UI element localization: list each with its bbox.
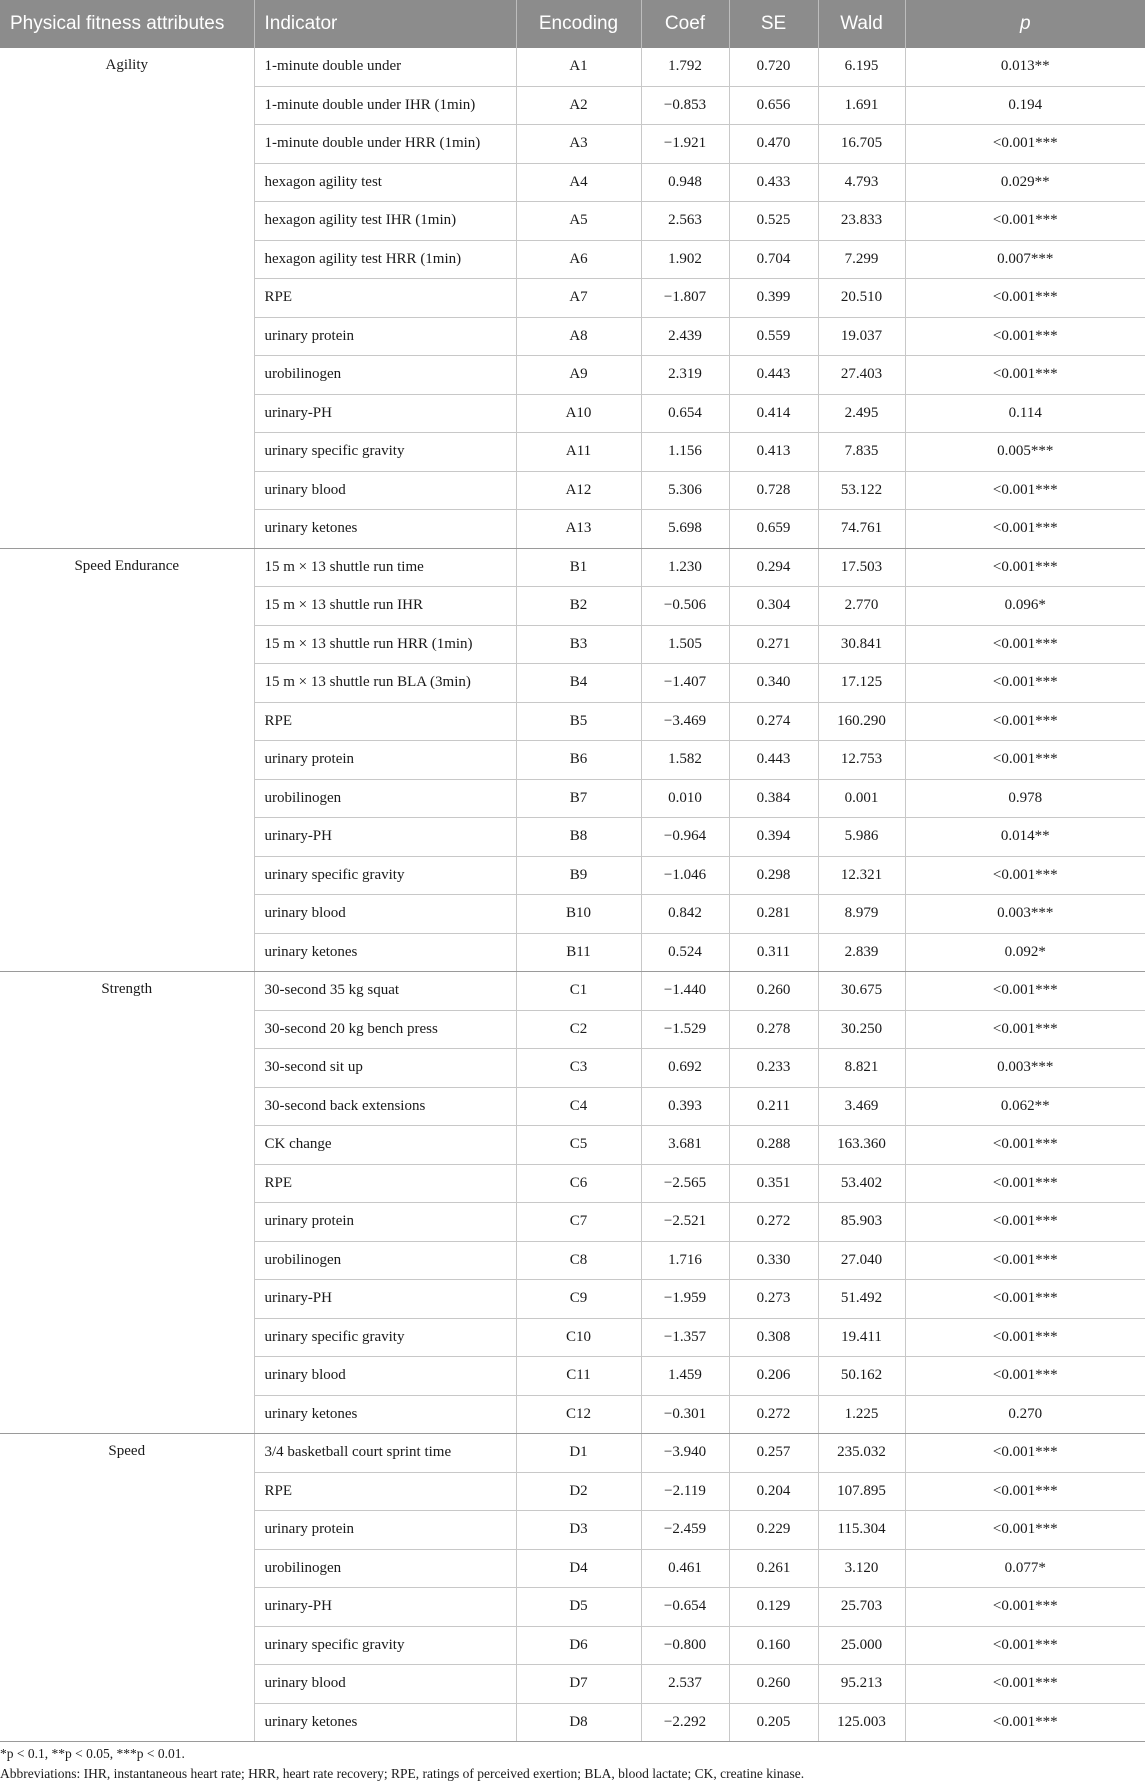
coef-cell: 2.537 <box>641 1665 729 1704</box>
p-value-cell: 0.114 <box>905 394 1145 433</box>
indicator-cell: urinary blood <box>254 1357 516 1396</box>
encoding-cell: A10 <box>516 394 641 433</box>
se-cell: 0.206 <box>729 1357 818 1396</box>
attribute-group-cell: Agility <box>0 48 254 548</box>
encoding-cell: D5 <box>516 1588 641 1627</box>
wald-cell: 27.040 <box>818 1241 905 1280</box>
wald-cell: 53.402 <box>818 1164 905 1203</box>
se-cell: 0.288 <box>729 1126 818 1165</box>
se-cell: 0.433 <box>729 163 818 202</box>
wald-cell: 12.321 <box>818 856 905 895</box>
se-cell: 0.340 <box>729 664 818 703</box>
encoding-cell: A1 <box>516 48 641 86</box>
wald-cell: 19.037 <box>818 317 905 356</box>
encoding-cell: D3 <box>516 1511 641 1550</box>
wald-cell: 19.411 <box>818 1318 905 1357</box>
se-cell: 0.229 <box>729 1511 818 1550</box>
encoding-cell: B5 <box>516 702 641 741</box>
wald-cell: 30.250 <box>818 1010 905 1049</box>
wald-cell: 74.761 <box>818 510 905 549</box>
coef-cell: −1.959 <box>641 1280 729 1319</box>
encoding-cell: B10 <box>516 895 641 934</box>
encoding-cell: C7 <box>516 1203 641 1242</box>
coef-cell: 5.306 <box>641 471 729 510</box>
table-footnotes <box>0 1744 804 1784</box>
coef-cell: −1.807 <box>641 279 729 318</box>
wald-cell: 17.503 <box>818 548 905 587</box>
col-header-attribute: Physical fitness attributes <box>0 0 254 48</box>
indicator-cell: hexagon agility test HRR (1min) <box>254 240 516 279</box>
encoding-cell: A5 <box>516 202 641 241</box>
wald-cell: 8.979 <box>818 895 905 934</box>
encoding-cell: C12 <box>516 1395 641 1434</box>
col-header-wald: Wald <box>818 0 905 48</box>
encoding-cell: C2 <box>516 1010 641 1049</box>
header-row <box>0 0 1145 48</box>
wald-cell: 16.705 <box>818 125 905 164</box>
col-header-coef: Coef <box>641 0 729 48</box>
coef-cell: −2.521 <box>641 1203 729 1242</box>
indicator-cell: RPE <box>254 279 516 318</box>
col-header-se: SE <box>729 0 818 48</box>
encoding-cell: B6 <box>516 741 641 780</box>
encoding-cell: C10 <box>516 1318 641 1357</box>
coef-cell: −0.964 <box>641 818 729 857</box>
indicator-cell: urobilinogen <box>254 779 516 818</box>
p-value-cell: 0.007*** <box>905 240 1145 279</box>
coef-cell: −0.800 <box>641 1626 729 1665</box>
coef-cell: −3.940 <box>641 1434 729 1473</box>
se-cell: 0.272 <box>729 1203 818 1242</box>
p-value-cell: <0.001*** <box>905 1665 1145 1704</box>
indicator-cell: urinary blood <box>254 1665 516 1704</box>
indicator-cell: hexagon agility test IHR (1min) <box>254 202 516 241</box>
se-cell: 0.211 <box>729 1087 818 1126</box>
p-value-cell: 0.014** <box>905 818 1145 857</box>
encoding-cell: C9 <box>516 1280 641 1319</box>
coef-cell: −2.292 <box>641 1703 729 1742</box>
encoding-cell: B2 <box>516 587 641 626</box>
encoding-cell: D8 <box>516 1703 641 1742</box>
se-cell: 0.559 <box>729 317 818 356</box>
wald-cell: 115.304 <box>818 1511 905 1550</box>
se-cell: 0.273 <box>729 1280 818 1319</box>
encoding-cell: A3 <box>516 125 641 164</box>
encoding-cell: B7 <box>516 779 641 818</box>
coef-cell: −2.119 <box>641 1472 729 1511</box>
attribute-group-cell: Speed <box>0 1434 254 1742</box>
p-value-cell: 0.029** <box>905 163 1145 202</box>
p-value-cell: <0.001*** <box>905 510 1145 549</box>
se-cell: 0.311 <box>729 933 818 972</box>
p-value-cell: <0.001*** <box>905 1241 1145 1280</box>
coef-cell: 0.842 <box>641 895 729 934</box>
wald-cell: 1.691 <box>818 86 905 125</box>
wald-cell: 30.841 <box>818 625 905 664</box>
p-value-cell: 0.003*** <box>905 895 1145 934</box>
coef-cell: −0.301 <box>641 1395 729 1434</box>
se-cell: 0.656 <box>729 86 818 125</box>
significance-footnote: *p < 0.1, **p < 0.05, ***p < 0.01. <box>0 1746 185 1761</box>
indicator-cell: urinary-PH <box>254 1280 516 1319</box>
wald-cell: 17.125 <box>818 664 905 703</box>
se-cell: 0.399 <box>729 279 818 318</box>
coef-cell: −1.357 <box>641 1318 729 1357</box>
se-cell: 0.414 <box>729 394 818 433</box>
encoding-cell: D6 <box>516 1626 641 1665</box>
se-cell: 0.304 <box>729 587 818 626</box>
coef-cell: −2.459 <box>641 1511 729 1550</box>
p-value-cell: <0.001*** <box>905 625 1145 664</box>
wald-cell: 4.793 <box>818 163 905 202</box>
indicator-cell: urinary-PH <box>254 818 516 857</box>
se-cell: 0.525 <box>729 202 818 241</box>
p-value-cell: 0.013** <box>905 48 1145 86</box>
indicator-cell: 30-second 35 kg squat <box>254 972 516 1011</box>
p-value-cell: 0.077* <box>905 1549 1145 1588</box>
encoding-cell: A2 <box>516 86 641 125</box>
p-value-cell: 0.194 <box>905 86 1145 125</box>
p-value-cell: <0.001*** <box>905 856 1145 895</box>
p-value-cell: <0.001*** <box>905 1126 1145 1165</box>
encoding-cell: D1 <box>516 1434 641 1473</box>
p-value-cell: 0.978 <box>905 779 1145 818</box>
coef-cell: 2.319 <box>641 356 729 395</box>
encoding-cell: A12 <box>516 471 641 510</box>
wald-cell: 8.821 <box>818 1049 905 1088</box>
indicator-cell: 1-minute double under <box>254 48 516 86</box>
se-cell: 0.271 <box>729 625 818 664</box>
p-value-cell: 0.096* <box>905 587 1145 626</box>
indicator-cell: CK change <box>254 1126 516 1165</box>
coef-cell: −0.853 <box>641 86 729 125</box>
se-cell: 0.274 <box>729 702 818 741</box>
p-value-cell: <0.001*** <box>905 1010 1145 1049</box>
indicator-cell: RPE <box>254 1164 516 1203</box>
p-value-cell: <0.001*** <box>905 1203 1145 1242</box>
wald-cell: 27.403 <box>818 356 905 395</box>
p-value-cell: 0.003*** <box>905 1049 1145 1088</box>
col-header-p: p <box>905 0 1145 48</box>
wald-cell: 23.833 <box>818 202 905 241</box>
abbreviations-footnote: Abbreviations: IHR, instantaneous heart rate; HRR, heart rate recovery; RPE, ratings of perceived exertion; BLA, blood lactate; CK, creatine kinase. <box>0 1766 805 1781</box>
encoding-cell: C1 <box>516 972 641 1011</box>
encoding-cell: C3 <box>516 1049 641 1088</box>
coef-cell: 1.230 <box>641 548 729 587</box>
coef-cell: 3.681 <box>641 1126 729 1165</box>
p-value-cell: <0.001*** <box>905 548 1145 587</box>
se-cell: 0.413 <box>729 433 818 472</box>
indicator-cell: urinary protein <box>254 317 516 356</box>
coef-cell: 0.948 <box>641 163 729 202</box>
indicator-cell: urinary specific gravity <box>254 1318 516 1357</box>
indicator-cell: urobilinogen <box>254 1241 516 1280</box>
encoding-cell: C5 <box>516 1126 641 1165</box>
table-row <box>0 48 1145 86</box>
wald-cell: 107.895 <box>818 1472 905 1511</box>
coef-cell: −3.469 <box>641 702 729 741</box>
encoding-cell: B8 <box>516 818 641 857</box>
p-value-cell: <0.001*** <box>905 1626 1145 1665</box>
table-row <box>0 1434 1145 1473</box>
coef-cell: 2.563 <box>641 202 729 241</box>
se-cell: 0.443 <box>729 356 818 395</box>
wald-cell: 3.120 <box>818 1549 905 1588</box>
encoding-cell: A4 <box>516 163 641 202</box>
p-value-cell: 0.062** <box>905 1087 1145 1126</box>
se-cell: 0.205 <box>729 1703 818 1742</box>
indicator-cell: urinary blood <box>254 471 516 510</box>
wald-cell: 30.675 <box>818 972 905 1011</box>
indicator-cell: 15 m × 13 shuttle run BLA (3min) <box>254 664 516 703</box>
p-value-cell: <0.001*** <box>905 1472 1145 1511</box>
se-cell: 0.728 <box>729 471 818 510</box>
coef-cell: −1.440 <box>641 972 729 1011</box>
indicator-cell: urinary protein <box>254 741 516 780</box>
indicator-cell: urinary-PH <box>254 394 516 433</box>
indicator-cell: urinary-PH <box>254 1588 516 1627</box>
attribute-group-cell: Speed Endurance <box>0 548 254 972</box>
encoding-cell: A6 <box>516 240 641 279</box>
p-value-cell: <0.001*** <box>905 702 1145 741</box>
coef-cell: 0.692 <box>641 1049 729 1088</box>
encoding-cell: A7 <box>516 279 641 318</box>
encoding-cell: A13 <box>516 510 641 549</box>
table-row <box>0 548 1145 587</box>
wald-cell: 53.122 <box>818 471 905 510</box>
indicator-cell: urinary ketones <box>254 1395 516 1434</box>
encoding-cell: C4 <box>516 1087 641 1126</box>
indicator-cell: urobilinogen <box>254 356 516 395</box>
wald-cell: 2.839 <box>818 933 905 972</box>
p-value-cell: <0.001*** <box>905 741 1145 780</box>
indicator-cell: 30-second back extensions <box>254 1087 516 1126</box>
wald-cell: 20.510 <box>818 279 905 318</box>
wald-cell: 6.195 <box>818 48 905 86</box>
coef-cell: 0.524 <box>641 933 729 972</box>
wald-cell: 25.000 <box>818 1626 905 1665</box>
indicator-cell: urinary blood <box>254 895 516 934</box>
wald-cell: 85.903 <box>818 1203 905 1242</box>
coef-cell: 1.902 <box>641 240 729 279</box>
encoding-cell: D7 <box>516 1665 641 1704</box>
indicator-cell: 1-minute double under IHR (1min) <box>254 86 516 125</box>
indicator-cell: urinary ketones <box>254 1703 516 1742</box>
se-cell: 0.260 <box>729 1665 818 1704</box>
indicator-cell: RPE <box>254 702 516 741</box>
se-cell: 0.294 <box>729 548 818 587</box>
se-cell: 0.160 <box>729 1626 818 1665</box>
wald-cell: 1.225 <box>818 1395 905 1434</box>
wald-cell: 51.492 <box>818 1280 905 1319</box>
se-cell: 0.260 <box>729 972 818 1011</box>
se-cell: 0.720 <box>729 48 818 86</box>
coef-cell: −0.654 <box>641 1588 729 1627</box>
indicator-cell: urinary specific gravity <box>254 1626 516 1665</box>
se-cell: 0.129 <box>729 1588 818 1627</box>
se-cell: 0.384 <box>729 779 818 818</box>
indicator-cell: RPE <box>254 1472 516 1511</box>
encoding-cell: C11 <box>516 1357 641 1396</box>
se-cell: 0.233 <box>729 1049 818 1088</box>
coef-cell: 2.439 <box>641 317 729 356</box>
se-cell: 0.470 <box>729 125 818 164</box>
indicator-cell: 3/4 basketball court sprint time <box>254 1434 516 1473</box>
indicator-cell: urinary ketones <box>254 933 516 972</box>
p-value-cell: <0.001*** <box>905 972 1145 1011</box>
indicator-cell: urinary specific gravity <box>254 856 516 895</box>
encoding-cell: B3 <box>516 625 641 664</box>
se-cell: 0.330 <box>729 1241 818 1280</box>
wald-cell: 0.001 <box>818 779 905 818</box>
se-cell: 0.204 <box>729 1472 818 1511</box>
coef-cell: 0.654 <box>641 394 729 433</box>
indicator-cell: hexagon agility test <box>254 163 516 202</box>
coef-cell: 1.505 <box>641 625 729 664</box>
p-value-cell: <0.001*** <box>905 664 1145 703</box>
p-value-cell: 0.270 <box>905 1395 1145 1434</box>
coef-cell: −2.565 <box>641 1164 729 1203</box>
indicator-cell: urinary protein <box>254 1511 516 1550</box>
encoding-cell: A9 <box>516 356 641 395</box>
coef-cell: 0.461 <box>641 1549 729 1588</box>
p-value-cell: <0.001*** <box>905 1318 1145 1357</box>
se-cell: 0.261 <box>729 1549 818 1588</box>
indicator-cell: 30-second 20 kg bench press <box>254 1010 516 1049</box>
se-cell: 0.257 <box>729 1434 818 1473</box>
indicator-cell: 15 m × 13 shuttle run IHR <box>254 587 516 626</box>
wald-cell: 50.162 <box>818 1357 905 1396</box>
wald-cell: 95.213 <box>818 1665 905 1704</box>
indicator-cell: 15 m × 13 shuttle run HRR (1min) <box>254 625 516 664</box>
p-value-cell: <0.001*** <box>905 1703 1145 1742</box>
coef-cell: −1.921 <box>641 125 729 164</box>
coef-cell: −1.046 <box>641 856 729 895</box>
coef-cell: −0.506 <box>641 587 729 626</box>
p-value-cell: <0.001*** <box>905 1434 1145 1473</box>
coef-cell: 1.459 <box>641 1357 729 1396</box>
se-cell: 0.272 <box>729 1395 818 1434</box>
indicator-cell: urinary protein <box>254 1203 516 1242</box>
se-cell: 0.394 <box>729 818 818 857</box>
encoding-cell: D4 <box>516 1549 641 1588</box>
p-value-cell: 0.005*** <box>905 433 1145 472</box>
wald-cell: 12.753 <box>818 741 905 780</box>
wald-cell: 3.469 <box>818 1087 905 1126</box>
coef-cell: −1.407 <box>641 664 729 703</box>
se-cell: 0.443 <box>729 741 818 780</box>
indicator-cell: 30-second sit up <box>254 1049 516 1088</box>
wald-cell: 2.495 <box>818 394 905 433</box>
wald-cell: 7.835 <box>818 433 905 472</box>
p-value-cell: <0.001*** <box>905 125 1145 164</box>
coef-cell: −1.529 <box>641 1010 729 1049</box>
wald-cell: 7.299 <box>818 240 905 279</box>
coef-cell: 1.156 <box>641 433 729 472</box>
p-value-cell: <0.001*** <box>905 471 1145 510</box>
wald-cell: 163.360 <box>818 1126 905 1165</box>
wald-cell: 2.770 <box>818 587 905 626</box>
se-cell: 0.704 <box>729 240 818 279</box>
col-header-indicator: Indicator <box>254 0 516 48</box>
wald-cell: 160.290 <box>818 702 905 741</box>
p-value-cell: <0.001*** <box>905 1357 1145 1396</box>
se-cell: 0.298 <box>729 856 818 895</box>
encoding-cell: B9 <box>516 856 641 895</box>
wald-cell: 25.703 <box>818 1588 905 1627</box>
p-value-cell: <0.001*** <box>905 202 1145 241</box>
col-header-encoding: Encoding <box>516 0 641 48</box>
indicator-cell: urinary ketones <box>254 510 516 549</box>
p-value-cell: <0.001*** <box>905 317 1145 356</box>
indicator-cell: urobilinogen <box>254 1549 516 1588</box>
se-cell: 0.659 <box>729 510 818 549</box>
encoding-cell: B11 <box>516 933 641 972</box>
wald-cell: 5.986 <box>818 818 905 857</box>
wald-cell: 235.032 <box>818 1434 905 1473</box>
p-value-cell: <0.001*** <box>905 1588 1145 1627</box>
encoding-cell: B1 <box>516 548 641 587</box>
wald-cell: 125.003 <box>818 1703 905 1742</box>
p-value-cell: <0.001*** <box>905 1280 1145 1319</box>
se-cell: 0.351 <box>729 1164 818 1203</box>
encoding-cell: C6 <box>516 1164 641 1203</box>
indicator-cell: 15 m × 13 shuttle run time <box>254 548 516 587</box>
coef-cell: 0.010 <box>641 779 729 818</box>
p-value-cell: <0.001*** <box>905 356 1145 395</box>
se-cell: 0.308 <box>729 1318 818 1357</box>
p-value-cell: <0.001*** <box>905 1164 1145 1203</box>
coef-cell: 1.582 <box>641 741 729 780</box>
coef-cell: 5.698 <box>641 510 729 549</box>
table-body <box>0 48 1145 1742</box>
indicator-cell: urinary specific gravity <box>254 433 516 472</box>
p-value-cell: <0.001*** <box>905 1511 1145 1550</box>
se-cell: 0.278 <box>729 1010 818 1049</box>
encoding-cell: D2 <box>516 1472 641 1511</box>
coef-cell: 0.393 <box>641 1087 729 1126</box>
attribute-group-cell: Strength <box>0 972 254 1434</box>
table-row <box>0 972 1145 1011</box>
indicator-cell: 1-minute double under HRR (1min) <box>254 125 516 164</box>
encoding-cell: B4 <box>516 664 641 703</box>
coef-cell: 1.716 <box>641 1241 729 1280</box>
coef-cell: 1.792 <box>641 48 729 86</box>
encoding-cell: A8 <box>516 317 641 356</box>
se-cell: 0.281 <box>729 895 818 934</box>
encoding-cell: C8 <box>516 1241 641 1280</box>
p-value-cell: 0.092* <box>905 933 1145 972</box>
encoding-cell: A11 <box>516 433 641 472</box>
p-value-cell: <0.001*** <box>905 279 1145 318</box>
